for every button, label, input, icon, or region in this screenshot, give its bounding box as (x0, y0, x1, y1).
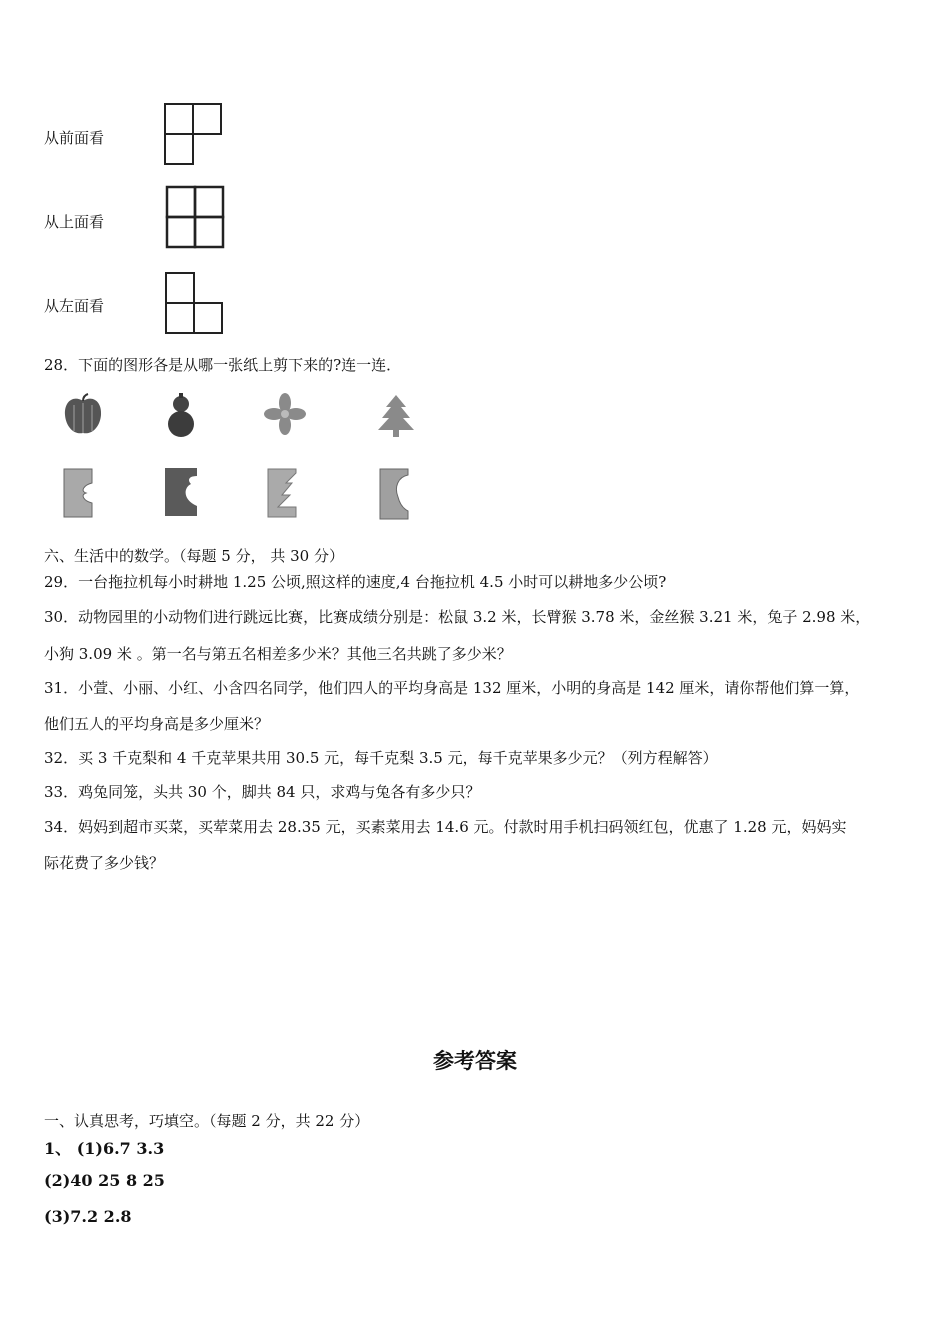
front-view-figure (162, 101, 226, 167)
half-tree-paper-icon (266, 467, 300, 519)
question-29: 29．一台拖拉机每小时耕地 1.25 公顷,照这样的速度,4 台拖拉机 4.5 小时可以耕地多少公顷? (44, 573, 667, 591)
view-label-left: 从左面看 (44, 297, 105, 315)
question-31-line2: 他们五人的平均身高是多少厘米？ (44, 715, 270, 733)
left-view-figure (163, 270, 227, 336)
flower-shape-icon (262, 393, 308, 437)
top-view-figure (164, 184, 228, 250)
half-gourd-paper-icon (163, 466, 199, 518)
answer-1-2: (2)40 25 8 25 (44, 1171, 165, 1190)
answer-1-3: (3)7.2 2.8 (44, 1207, 132, 1226)
answers-title: 参考答案 (433, 1049, 517, 1073)
answers-section-1: 一、认真思考，巧填空。（每题 2 分，共 22 分） (44, 1112, 370, 1130)
view-label-top: 从上面看 (44, 213, 105, 231)
question-33: 33．鸡兔同笼，头共 30 个，脚共 84 只，求鸡与兔各有多少只？ (44, 783, 481, 801)
half-leaf-paper-icon (62, 467, 96, 519)
section-6-heading: 六、生活中的数学。（每题 5 分， 共 30 分） (44, 547, 344, 565)
question-30-line1: 30．动物园里的小动物们进行跳远比赛，比赛成绩分别是：松鼠 3.2 米，长臂猴 3.78 米，金丝猴 3.21 米，兔子 2.98 米， (44, 608, 871, 626)
apple-shape-icon (60, 393, 106, 439)
gourd-shape-icon (158, 390, 204, 440)
question-32: 32．买 3 千克梨和 4 千克苹果共用 30.5 元，每千克梨 3.5 元，每千克苹果多少元？（列方程解答） (44, 749, 718, 767)
question-30-line2: 小狗 3.09 米 。第一名与第五名相差多少米？其他三名共跳了多少米？ (44, 645, 512, 663)
tree-shape-icon (374, 393, 418, 439)
question-34-line1: 34．妈妈到超市买菜，买荤菜用去 28.35 元，买素菜用去 14.6 元。付款时用手机扫码领红包，优惠了 1.28 元，妈妈实 (44, 818, 847, 836)
question-31-line1: 31．小萱、小丽、小红、小含四名同学，他们四人的平均身高是 132 厘米，小明的身高是 142 厘米，请你帮他们算一算， (44, 679, 860, 697)
view-label-front: 从前面看 (44, 129, 105, 147)
question-28: 28．下面的图形各是从哪一张纸上剪下来的?连一连． (44, 356, 402, 374)
question-34-line2: 际花费了多少钱？ (44, 854, 165, 872)
half-apple-paper-icon (378, 467, 412, 521)
answer-1-1: 1、 (1)6.7 3.3 (44, 1139, 165, 1158)
